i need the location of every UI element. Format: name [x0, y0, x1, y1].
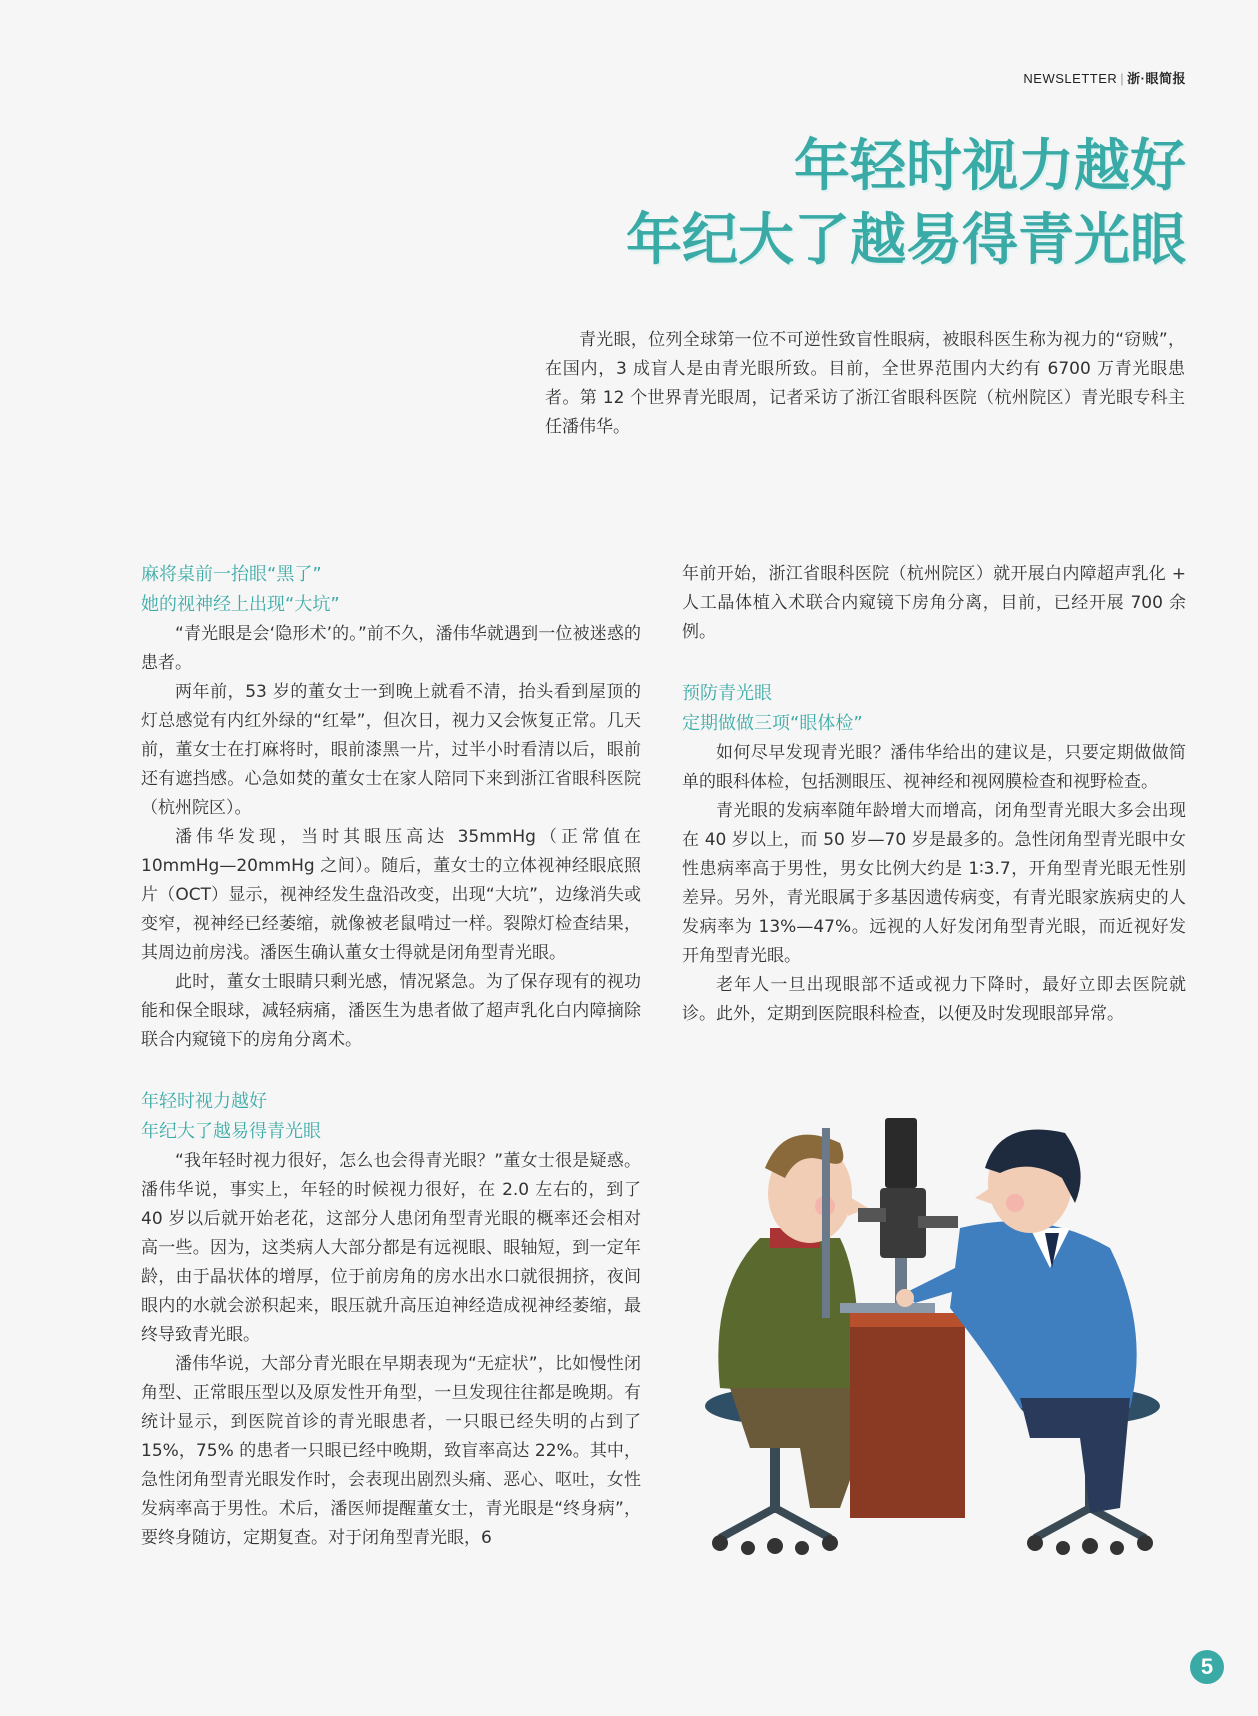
newsletter-header	[1023, 68, 1186, 87]
paragraph: 青光眼的发病率随年龄增大而增高，闭角型青光眼大多会出现在 40 岁以上，而 50 岁—70 岁是最多的。急性闭角型青光眼中女性患病率高于男性，男女比例大约是 1∶3.7，开角型青光眼无性别差异。另外，青光眼属于多基因遗传病变，有青光眼家族病史的人发病率为 13%—47%。远视的人好发闭角型青光眼，而近视好发开角型青光眼。	[682, 801, 1186, 966]
title-line-2: 年纪大了越易得青光眼	[626, 208, 1186, 273]
header-separator: |	[1120, 71, 1125, 86]
section-heading-1a: 麻将桌前一抬眼“黑了”	[141, 564, 322, 585]
eye-exam-illustration	[690, 1108, 1180, 1558]
right-column	[682, 560, 1186, 1029]
page-number-badge: 5	[1190, 1650, 1224, 1684]
section-heading-1b: 她的视神经上出现“大坑”	[141, 594, 340, 615]
newsletter-brand: 浙·眼简报	[1127, 71, 1186, 86]
section-heading-3a: 预防青光眼	[682, 683, 772, 704]
paragraph: “我年轻时视力很好，怎么也会得青光眼？”董女士很是疑惑。潘伟华说，事实上，年轻的时候视力很好，在 2.0 左右的，到了 40 岁以后就开始老花，这部分人患闭角型青光眼的概率还会相对高一些。因为，这类病人大部分都是有远视眼、眼轴短，到一定年龄，由于晶状体的增厚，位于前房角的房水出水口就很拥挤，夜间眼内的水就会淤积起来，眼压就升高压迫神经造成视神经萎缩，最终导致青光眼。	[141, 1151, 641, 1345]
page-title	[626, 130, 1186, 278]
exam-table	[850, 1313, 970, 1518]
paragraph: 老年人一旦出现眼部不适或视力下降时，最好立即去医院就诊。此外，定期到医院眼科检查，以便及时发现眼部异常。	[682, 975, 1186, 1024]
section-heading-3b: 定期做做三项“眼体检”	[682, 713, 863, 734]
left-column	[141, 560, 641, 1553]
paragraph: 两年前，53 岁的董女士一到晚上就看不清，抬头看到屋顶的灯总感觉有内红外绿的“红晕”，但次日，视力又会恢复正常。几天前，董女士在打麻将时，眼前漆黑一片，过半小时看清以后，眼前还有遮挡感。心急如焚的董女士在家人陪同下来到浙江省眼科医院（杭州院区）。	[141, 682, 641, 818]
newsletter-label: NEWSLETTER	[1023, 71, 1118, 86]
patient-figure	[718, 1135, 868, 1508]
paragraph: “青光眼是会‘隐形术’的。”前不久，潘伟华就遇到一位被迷惑的患者。	[141, 624, 641, 673]
section-heading-2a: 年轻时视力越好	[141, 1091, 267, 1112]
intro-text: 青光眼，位列全球第一位不可逆性致盲性眼病，被眼科医生称为视力的“窃贼”，在国内，3 成盲人是由青光眼所致。目前，全世界范围内大约有 6700 万青光眼患者。第 12 个世界青光眼周，记者采访了浙江省眼科医院（杭州院区）青光眼专科主任潘伟华。	[545, 330, 1185, 437]
paragraph: 如何尽早发现青光眼？潘伟华给出的建议是，只要定期做做简单的眼科体检，包括测眼压、视神经和视网膜检查和视野检查。	[682, 743, 1186, 792]
paragraph: 潘伟华说，大部分青光眼在早期表现为“无症状”，比如慢性闭角型、正常眼压型以及原发性开角型，一旦发现往往都是晚期。有统计显示，到医院首诊的青光眼患者，一只眼已经失明的占到了 15%，75% 的患者一只眼已经中晚期，致盲率高达 22%。其中，急性闭角型青光眼发作时，会表现出剧烈头痛、恶心、呕吐，女性发病率高于男性。术后，潘医师提醒董女士，青光眼是“终身病”，要终身随访，定期复查。对于闭角型青光眼，6	[141, 1354, 641, 1548]
paragraph: 此时，董女士眼睛只剩光感，情况紧急。为了保存现有的视功能和保全眼球，减轻病痛，潘医生为患者做了超声乳化白内障摘除联合内窥镜下的房角分离术。	[141, 972, 641, 1050]
intro-paragraph	[545, 326, 1185, 442]
section-heading-2b: 年纪大了越易得青光眼	[141, 1121, 321, 1142]
title-line-1: 年轻时视力越好	[794, 134, 1186, 199]
paragraph-continued: 年前开始，浙江省眼科医院（杭州院区）就开展白内障超声乳化 + 人工晶体植入术联合内窥镜下房角分离，目前，已经开展 700 余例。	[682, 564, 1186, 642]
paragraph: 潘伟华发现，当时其眼压高达 35mmHg（正常值在 10mmHg—20mmHg 之间）。随后，董女士的立体视神经眼底照片（OCT）显示，视神经发生盘沿改变，出现“大坑”，边缘消失或变窄，视神经已经萎缩，就像被老鼠啃过一样。裂隙灯检查结果，其周边前房浅。潘医生确认董女士得就是闭角型青光眼。	[141, 827, 641, 963]
